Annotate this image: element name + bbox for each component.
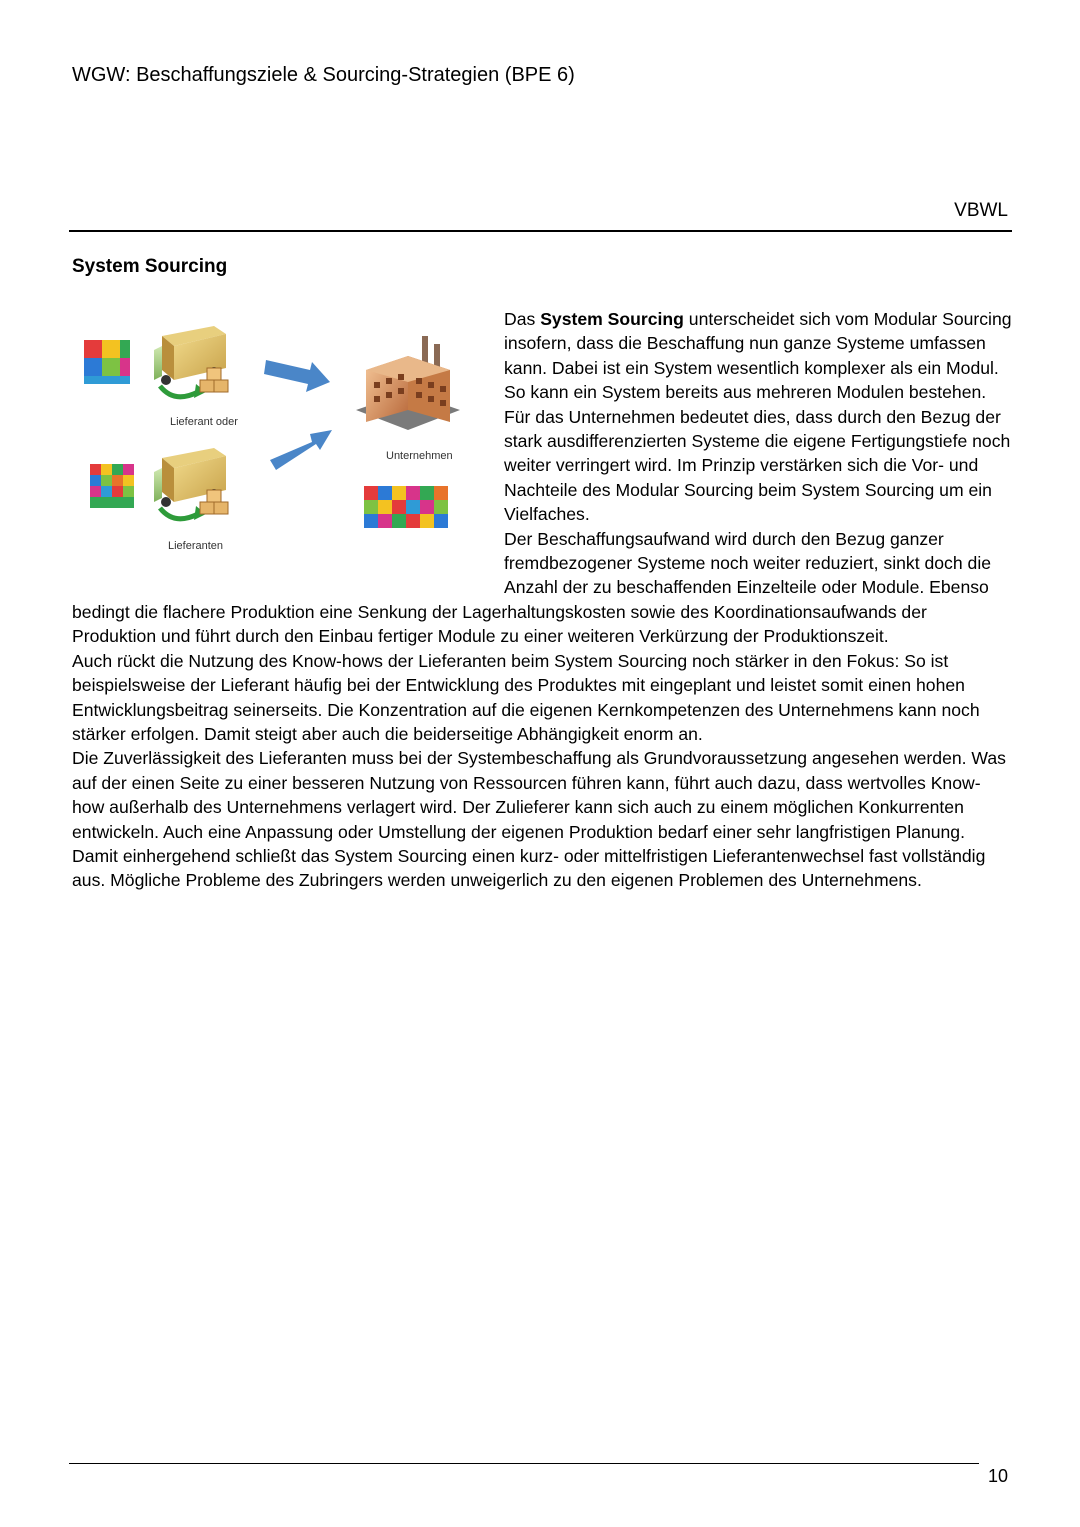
body-text <box>72 307 1012 893</box>
paragraph-1-intro: Das <box>504 309 541 329</box>
figure-spacer <box>72 307 504 577</box>
system-sourcing-term: System Sourcing <box>540 309 684 329</box>
page-number: 10 <box>987 1466 1008 1486</box>
figure-label-company: Unternehmen <box>386 450 453 462</box>
footer-divider <box>69 1463 979 1464</box>
figure-label-supplier: Lieferant oder <box>170 416 238 428</box>
paragraph-4: Die Zuverlässigkeit des Lieferanten muss bei der Systembeschaffung als Grundvoraussetzung angesehen werden. Was auf der einen Seite zu einer besseren Nutzung von Ressourcen führen kann, führt auch dazu, dass wertvolles Know-how außerhalb des Unternehmens verlagert wird. Der Zulieferer kann sich auch zu einem möglichen Konkurrenten entwickeln. Auch eine Anpassung oder Umstellung der eigenen Produktion bedarf einer sehr langfristigen Planung. Damit einhergehend schließt das System Sourcing einen kurz- oder mittelfristigen Lieferantenwechsel fast vollständig aus. Mögliche Probleme des Zubringers werden unweigerlich zu den eigenen Problemen des Unternehmens. <box>72 748 1006 891</box>
figure-label-suppliers: Lieferanten <box>168 540 224 552</box>
paragraph-2: Der Beschaffungsaufwand wird durch den Bezug ganzer fremdbezogener Systeme noch weiter reduziert, sinkt doch die Anzahl der zu beschaffenden Einzelteile oder Module. Ebenso bedingt die flachere Produktion eine Senkung der Lagerhaltungskosten sowie des Koordinationsaufwands der Produktion und führt durch den Einbau fertiger Module zu einer weiteren Verkürzung der Produktionszeit. <box>72 528 992 647</box>
paragraph-3: Auch rückt die Nutzung des Know-hows der Lieferanten beim System Sourcing noch stärker in den Fokus: So ist beispielsweise der Lieferant häufig bei der Entwicklung des Produktes mit eingeplant und leistet somit einen hohen Entwicklungsbeitrag seinerseits. Die Konzentration auf die eigenen Kernkompetenzen des Unternehmens kann noch stärker erfolgen. Damit steigt aber auch die beiderseitige Abhängigkeit enorm an. <box>72 650 980 744</box>
document-title: WGW: Beschaffungsziele & Sourcing-Strategien (BPE 6) <box>72 64 575 86</box>
header-divider <box>69 230 1012 232</box>
section-heading: System Sourcing <box>72 256 228 277</box>
subject-label: VBWL <box>954 200 1008 221</box>
paragraph-1-rest: unterscheidet sich vom Modular Sourcing insofern, dass die Beschaffung nun ganze Systeme umfassen kann. Dabei ist ein System wesentlich komplexer als ein Modul. So kann ein System bereits aus mehreren Modulen bestehen. Für das Unternehmen bedeutet dies, dass durch den Bezug der stark ausdifferenzierten Systeme die eigene Fertigungstiefe noch weiter verringert wird. Im Prinzip verstärken sich die Vor- und Nachteile des Modular Sourcing beim System Sourcing um ein Vielfaches. <box>504 309 1012 525</box>
